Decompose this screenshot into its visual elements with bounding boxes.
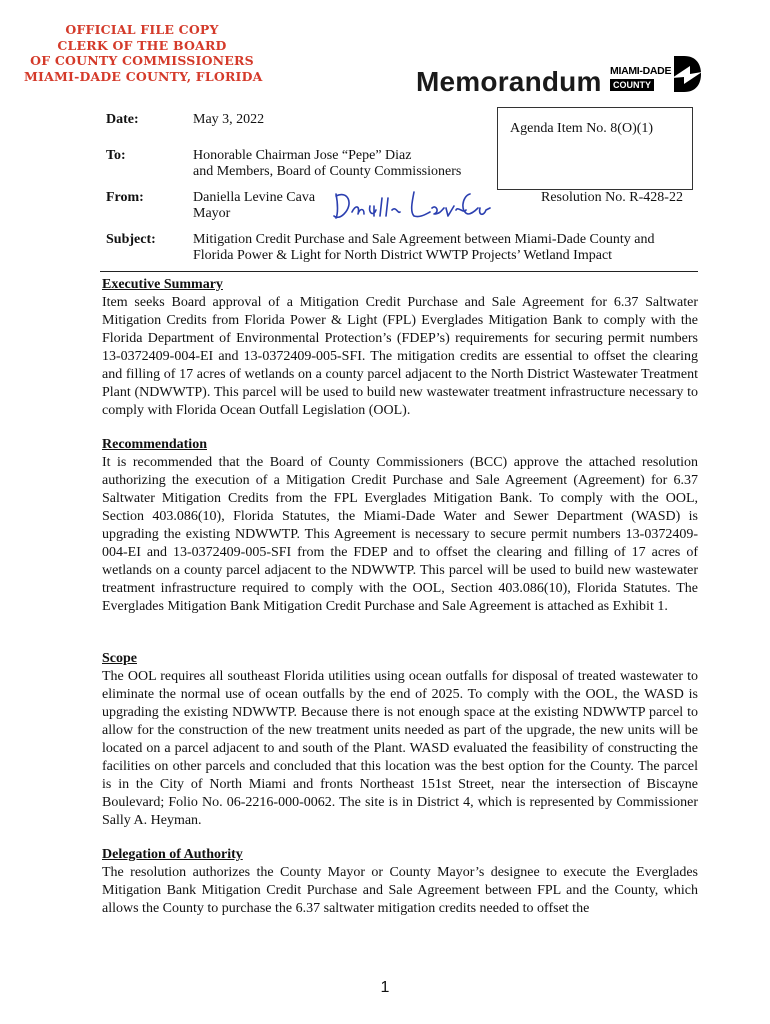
- logo-text-box: COUNTY: [610, 79, 654, 91]
- to-label: To:: [106, 148, 126, 163]
- resolution-number: Resolution No. R-428-22: [541, 190, 683, 205]
- from-name: Daniella Levine Cava: [193, 190, 316, 205]
- stamp-line-2: CLERK OF THE BOARD: [57, 37, 227, 53]
- agenda-item-box: [497, 107, 693, 190]
- scope-section: [102, 650, 698, 830]
- agenda-item-number: Agenda Item No. 8(O)(1): [510, 121, 654, 136]
- page-number: 1: [380, 979, 390, 996]
- scope-heading: Scope: [102, 651, 137, 666]
- delegation-heading: Delegation of Authority: [102, 847, 243, 862]
- date-value: May 3, 2022: [193, 112, 265, 127]
- subject-line-1: Mitigation Credit Purchase and Sale Agreement between Miami-Dade County and: [193, 232, 655, 247]
- logo-text-top: MIAMI-DADE: [610, 65, 672, 77]
- recommendation-heading: Recommendation: [102, 437, 207, 452]
- stamp-line-4: MIAMI-DADE COUNTY, FLORIDA: [24, 68, 263, 84]
- scope-body: The OOL requires all southeast Florida utilities using ocean outfalls for disposal of treated wastewater to eliminate the normal use of ocean outfalls by the end of 2025. To comply with the OOL, the WASD is upgrading the existing NDWWTP. Because there is not enough space at the existing NDWWTP parcel to allow for the construction of the new treatment units needed as part of the upgrade, the new units will be located on a parcel adjacent to and south of the Plant. WASD evaluated the feasibility of constructing the facilities on other parcels and concluded that this location was the best option for the County. The parcel is in the City of North Miami and fronts Northeast 151st Street, near the intersection of Biscayne Boulevard; Folio No. 06-2216-000-0062. The site is in District 4, which is represented by Commissioner Sally A. Heyman.: [102, 669, 698, 828]
- official-file-copy-stamp: [24, 22, 263, 84]
- memo-title: Memorandum: [416, 66, 602, 97]
- executive-summary-body: Item seeks Board approval of a Mitigation Credit Purchase and Sale Agreement for 6.37 Saltwater Mitigation Credits from Florida Power & Light (FPL) Everglades Mitigation Bank to comply with the Florida Department of Environmental Protection’s (FDEP’s) requirements for securing permit numbers 13-0372409-004-EI and 13-0372409-005-SFI. The mitigation credits are essential to offset the clearing and filling of 17 acres of wetlands on a county parcel adjacent to the North District Wastewater Treatment Plant (NDWWTP). This parcel will be used to build new wastewater treatment infrastructure necessary to comply with Florida Ocean Outfall Legislation (OOL).: [102, 295, 698, 418]
- from-title: Mayor: [193, 206, 231, 221]
- subject-line-2: Florida Power & Light for North District WWTP Projects’ Wetland Impact: [193, 248, 613, 263]
- executive-summary-section: [102, 276, 698, 420]
- delegation-body: The resolution authorizes the County Mayor or County Mayor’s designee to execute the Everglades Mitigation Bank Mitigation Credit Purchase and Sale Agreement between FPL and the County, which allows the County to purchase the 6.37 saltwater mitigation credits needed to offset the: [102, 865, 698, 916]
- miami-dade-logo: [610, 52, 702, 96]
- header-divider: [100, 271, 698, 272]
- subject-label: Subject:: [106, 232, 156, 247]
- logo-d-mark-icon: [672, 52, 702, 96]
- delegation-section: [102, 846, 698, 918]
- executive-summary-heading: Executive Summary: [102, 277, 223, 292]
- handwritten-signature: [330, 184, 500, 233]
- stamp-line-1: OFFICIAL FILE COPY: [65, 22, 219, 37]
- recommendation-body: It is recommended that the Board of County Commissioners (BCC) approve the attached resolution authorizing the execution of a Mitigation Credit Purchase and Sale Agreement (Agreement) for 6.37 Saltwater Mitigation Credits from the FPL Everglades Mitigation Bank. To comply with the OOL, Section 403.086(10), Florida Statutes, the Miami-Dade Water and Sewer Department (WASD) is upgrading the existing NDWWTP. This Agreement is necessary to secure permit numbers 13-0372409-004-EI and 13-0372409-005-SFI from the FDEP and to offset the clearing and filling of 17 acres of wetlands on a county parcel adjacent to the NDWWTP. This parcel will be used to build new wastewater treatment infrastructure required to comply with the OOL, Section 403.086(10), Florida Statutes. The Everglades Mitigation Bank Mitigation Credit Purchase and Sale Agreement is attached as Exhibit 1.: [102, 455, 698, 614]
- to-line-2: and Members, Board of County Commissioners: [193, 164, 462, 179]
- stamp-line-3: OF COUNTY COMMISSIONERS: [30, 53, 254, 68]
- from-label: From:: [106, 190, 144, 205]
- date-label: Date:: [106, 112, 139, 127]
- to-line-1: Honorable Chairman Jose “Pepe” Diaz: [193, 148, 412, 163]
- recommendation-section: [102, 436, 698, 616]
